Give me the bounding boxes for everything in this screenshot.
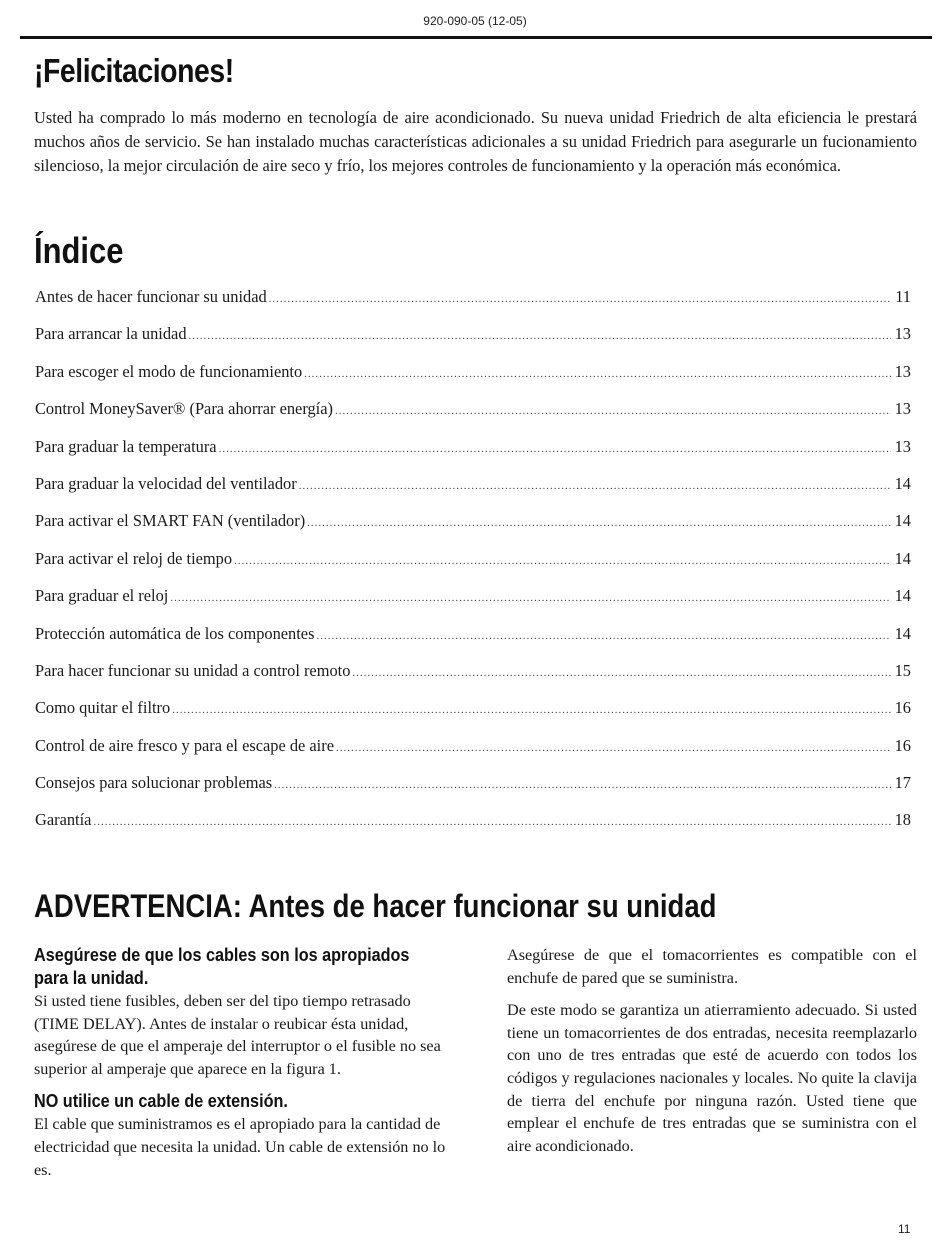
toc-entry-page: 14: [894, 548, 911, 568]
toc-entry-label: Consejos para solucionar problemas: [35, 773, 273, 793]
toc-leader: [304, 363, 890, 385]
toc-leader: [335, 400, 891, 422]
toc-entry-page: 13: [894, 399, 911, 419]
toc-entry-label: Para activar el SMART FAN (ventilador): [35, 511, 306, 531]
toc-entry-page: 11: [895, 287, 911, 306]
toc-entry[interactable]: [35, 323, 911, 360]
toc-entry[interactable]: [35, 398, 911, 435]
table-of-contents: [35, 286, 911, 847]
index-title: Índice: [34, 230, 124, 271]
extension-cord-paragraph: El cable que suministramos es el apropiado para la cantidad de electricidad que necesita la unidad. Un cable de extensión no lo es.: [34, 1115, 446, 1179]
toc-leader: [299, 475, 891, 497]
toc-entry[interactable]: [35, 697, 911, 734]
toc-leader: [307, 512, 890, 534]
toc-entry-page: 16: [894, 735, 911, 755]
toc-entry[interactable]: [35, 735, 911, 772]
toc-entry-label: Para arrancar la unidad: [35, 324, 187, 344]
wiring-heading: Asegúrese de que los cables son los apropiados para la unidad.: [34, 945, 410, 988]
extension-cord-heading: NO utilice un cable de extensión.: [34, 1091, 288, 1112]
grounding-paragraph: De este modo se garantiza un atierramiento adecuado. Si usted tiene un tomacorrientes de dos entradas, necesita reemplazarlo con uno de tres entradas que esté de acuerdo con todos los códigos y regulaciones nacionales y locales. No quite la clavija de tierra del enchufe por ninguna razón. Usted tiene que emplear el enchufe de tres entradas que se suministra con el aire acondicionado.: [507, 1001, 917, 1155]
toc-entry-page: 14: [894, 586, 911, 606]
toc-entry-label: Para hacer funcionar su unidad a control remoto: [35, 660, 351, 680]
toc-entry[interactable]: [35, 809, 911, 846]
intro-paragraph: Usted ha comprado lo más moderno en tecnología de aire acondicionado. Su nueva unidad Friedrich de alta eficiencia le prestará muchos años de servicio. Se han instalado muchas características adicionales a su unidad Friedrich para asegurarle un fucionamiento silencioso, la mejor circulación de aire seco y frío, los mejores controles de funcionamiento y la operación más económica.: [34, 108, 917, 175]
toc-entry-page: 16: [894, 698, 911, 718]
outlet-paragraph: Asegúrese de que el tomacorrientes es compatible con el enchufe de pared que se suministra.: [507, 946, 917, 987]
toc-leader: [352, 662, 890, 684]
toc-entry-page: 14: [894, 511, 911, 531]
toc-entry[interactable]: [35, 510, 911, 547]
toc-leader: [234, 550, 891, 572]
congrats-title: ¡Felicitaciones!: [34, 52, 234, 89]
header-rule: [20, 36, 932, 39]
toc-leader: [170, 587, 890, 609]
toc-entry-label: Para graduar la temperatura: [35, 436, 217, 456]
toc-entry-page: 18: [894, 810, 911, 830]
toc-entry-page: 13: [894, 361, 911, 381]
toc-entry-label: Como quitar el filtro: [35, 698, 171, 718]
toc-leader: [274, 774, 890, 796]
toc-entry[interactable]: [35, 660, 911, 697]
warning-title: ADVERTENCIA: Antes de hacer funcionar su unidad: [34, 888, 717, 924]
toc-entry-label: Control de aire fresco y para el escape de aire: [35, 735, 334, 755]
toc-leader: [219, 438, 891, 460]
toc-entry-label: Garantía: [35, 810, 92, 830]
toc-entry[interactable]: [35, 436, 911, 473]
toc-entry-page: 14: [894, 623, 911, 643]
toc-entry-label: Antes de hacer funcionar su unidad: [35, 287, 267, 306]
toc-entry-page: 15: [894, 660, 911, 680]
toc-entry[interactable]: [35, 286, 911, 323]
toc-leader: [269, 288, 892, 310]
wiring-paragraph: Si usted tiene fusibles, deben ser del tipo tiempo retrasado (TIME DELAY). Antes de instalar o reubicar ésta unidad, asegúrese de que el amperaje del interruptor o el fusible no sea superior al amperaje que aparece en la figura 1.: [34, 992, 441, 1078]
toc-entry-page: 13: [894, 436, 911, 456]
page-number: 11: [898, 1222, 911, 1236]
toc-leader: [316, 625, 890, 647]
toc-entry-label: Para activar el reloj de tiempo: [35, 548, 233, 568]
toc-entry-page: 14: [894, 473, 911, 493]
warning-right-column: [507, 944, 917, 1167]
toc-entry-label: Para graduar el reloj: [35, 586, 169, 606]
toc-entry[interactable]: [35, 473, 911, 510]
toc-leader: [172, 699, 890, 721]
toc-entry-label: Para escoger el modo de funcionamiento: [35, 361, 303, 381]
toc-entry-label: Control MoneySaver® (Para ahorrar energía): [35, 399, 333, 419]
toc-entry-label: Para graduar la velocidad del ventilador: [35, 473, 297, 493]
toc-entry[interactable]: [35, 585, 911, 622]
toc-entry-page: 17: [894, 773, 911, 793]
toc-entry[interactable]: [35, 623, 911, 660]
warning-left-column: [34, 944, 446, 1191]
toc-entry[interactable]: [35, 772, 911, 809]
toc-entry-page: 13: [894, 324, 911, 344]
document-number: 920-090-05 (12-05): [423, 14, 527, 28]
toc-leader: [93, 811, 890, 833]
toc-leader: [336, 737, 891, 759]
toc-leader: [189, 325, 891, 347]
toc-entry[interactable]: [35, 548, 911, 585]
toc-entry[interactable]: [35, 361, 911, 398]
toc-entry-label: Protección automática de los componentes: [35, 623, 315, 643]
